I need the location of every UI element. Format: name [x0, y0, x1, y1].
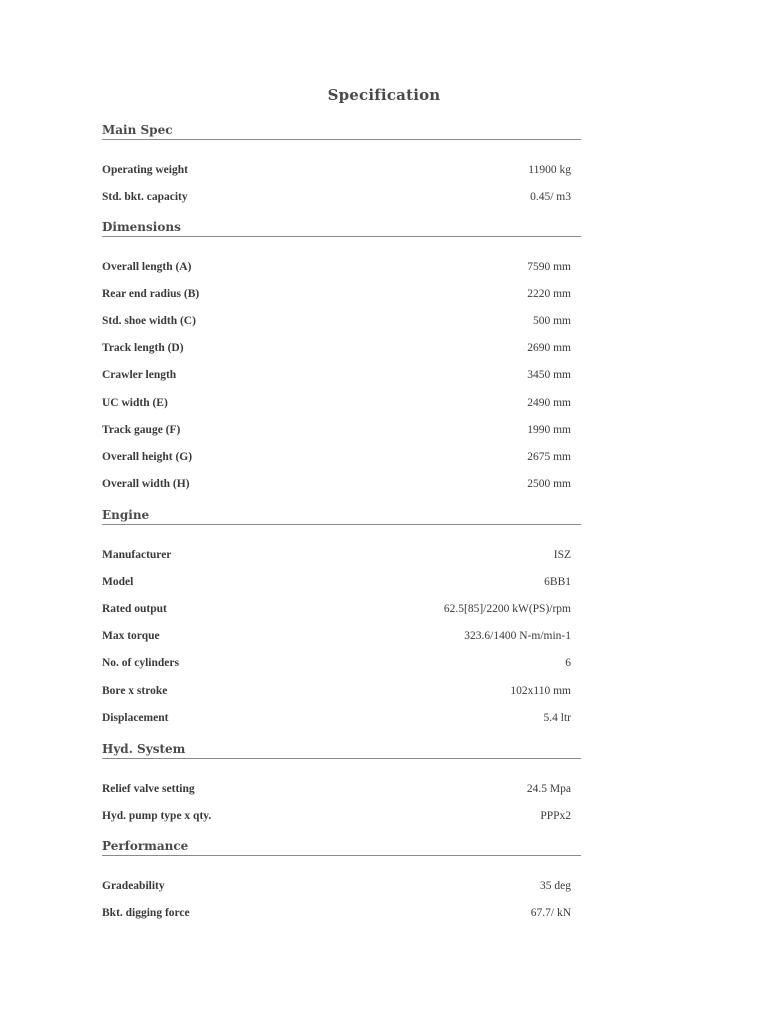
spec-row — [102, 595, 581, 622]
spec-label: UC width (E) — [102, 396, 168, 409]
spec-label: Overall width (H) — [102, 478, 190, 491]
spec-label: Track gauge (F) — [102, 423, 181, 436]
spec-row — [102, 802, 581, 829]
spec-row — [102, 623, 581, 650]
spec-value: 35 deg — [540, 879, 571, 892]
spec-label: Model — [102, 575, 134, 588]
spec-row — [102, 650, 581, 677]
spec-value: 7590 mm — [527, 260, 571, 273]
section-heading: Engine — [102, 507, 581, 525]
section-engine — [102, 507, 581, 731]
spec-row — [102, 443, 581, 470]
spec-value: 24.5 Mpa — [526, 782, 571, 795]
section-heading: Performance — [102, 838, 581, 856]
spec-row — [102, 335, 581, 362]
spec-label: No. of cylinders — [102, 657, 179, 670]
section-hyd-system — [102, 741, 581, 829]
spec-row — [102, 389, 581, 416]
spec-value: 3450 mm — [527, 369, 571, 382]
spec-value: 1990 mm — [527, 423, 571, 436]
spec-value: 102x110 mm — [510, 684, 571, 697]
spec-value: 2500 mm — [527, 478, 571, 491]
section-dimensions — [102, 219, 581, 498]
spec-label: Std. shoe width (C) — [102, 314, 196, 327]
section-performance — [102, 838, 581, 926]
spec-label: Crawler length — [102, 369, 177, 382]
page-title: Specification — [327, 86, 441, 104]
spec-value: 0.45/ m3 — [530, 190, 571, 203]
spec-value: 5.4 ltr — [543, 711, 571, 724]
spec-label: Gradeability — [102, 879, 165, 892]
spec-row — [102, 541, 581, 568]
spec-row — [102, 704, 581, 731]
spec-value: 67.7/ kN — [530, 906, 571, 919]
spec-row — [102, 899, 581, 926]
section-heading: Main Spec — [102, 122, 581, 140]
spec-value: 2490 mm — [527, 396, 571, 409]
spec-label: Overall length (A) — [102, 260, 192, 273]
spec-value: 323.6/1400 N-m/min-1 — [464, 630, 571, 643]
spec-row — [102, 775, 581, 802]
section-main-spec — [102, 122, 581, 210]
section-heading: Hyd. System — [102, 741, 581, 759]
spec-label: Displacement — [102, 711, 169, 724]
spec-row — [102, 156, 581, 183]
spec-row — [102, 416, 581, 443]
spec-label: Std. bkt. capacity — [102, 190, 188, 203]
spec-row — [102, 568, 581, 595]
spec-row — [102, 872, 581, 899]
spec-label: Rear end radius (B) — [102, 287, 200, 300]
spec-value: 6BB1 — [544, 575, 571, 588]
spec-value: 11900 kg — [528, 163, 571, 176]
spec-label: Bore x stroke — [102, 684, 168, 697]
spec-value: 2690 mm — [527, 342, 571, 355]
spec-row — [102, 253, 581, 280]
spec-label: Manufacturer — [102, 548, 172, 561]
spec-value: PPPx2 — [540, 809, 571, 822]
spec-label: Track length (D) — [102, 342, 184, 355]
section-heading: Dimensions — [102, 219, 581, 237]
spec-value: ISZ — [553, 548, 571, 561]
spec-row — [102, 183, 581, 210]
spec-row — [102, 471, 581, 498]
spec-row — [102, 307, 581, 334]
spec-label: Hyd. pump type x qty. — [102, 809, 212, 822]
spec-row — [102, 677, 581, 704]
spec-row — [102, 280, 581, 307]
spec-label: Overall height (G) — [102, 450, 193, 463]
spec-value: 2220 mm — [527, 287, 571, 300]
spec-row — [102, 362, 581, 389]
spec-value: 500 mm — [532, 314, 571, 327]
spec-label: Max torque — [102, 630, 160, 643]
spec-value: 62.5[85]/2200 kW(PS)/rpm — [443, 602, 571, 615]
spec-value: 6 — [565, 657, 571, 670]
spec-value: 2675 mm — [527, 450, 571, 463]
spec-label: Relief valve setting — [102, 782, 195, 795]
spec-label: Operating weight — [102, 163, 188, 176]
spec-label: Rated output — [102, 602, 167, 615]
spec-label: Bkt. digging force — [102, 906, 190, 919]
